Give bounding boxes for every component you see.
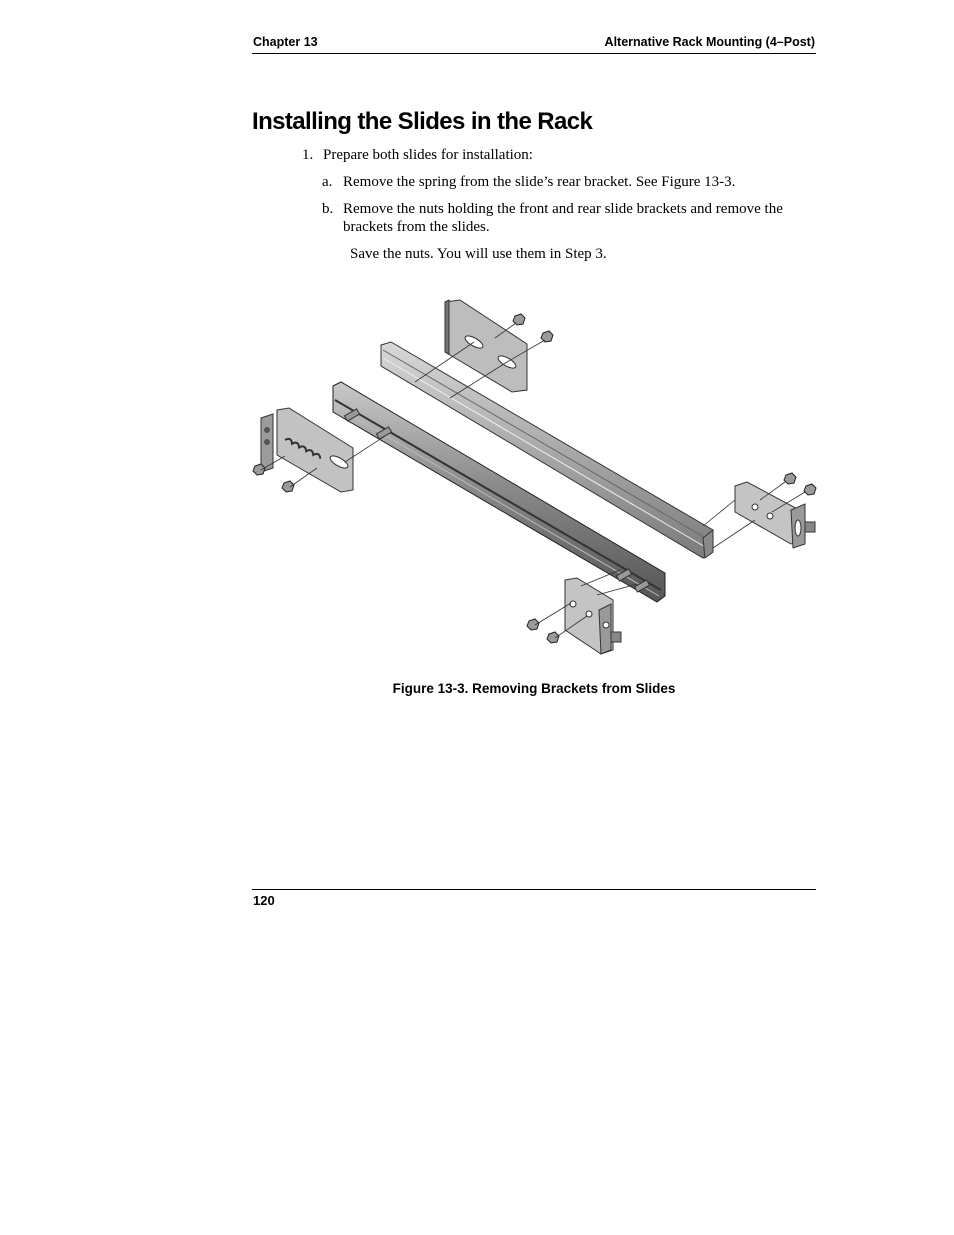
- page-footer: [252, 889, 816, 908]
- substep-b-text: Remove the nuts holding the front and rear slide brackets and remove the brackets from the slides.: [343, 201, 783, 235]
- slide-brackets-illustration: [245, 290, 835, 665]
- nut: [784, 473, 796, 484]
- step-1-number: 1.: [302, 147, 314, 163]
- right-rear-bracket: [735, 482, 815, 548]
- nut: [541, 331, 553, 342]
- running-header: [252, 33, 816, 54]
- nut: [282, 481, 294, 492]
- page-title: Installing the Slides in the Rack: [252, 108, 593, 135]
- lower-front-bracket: [565, 578, 621, 654]
- substep-a-text: Remove the spring from the slide’s rear bracket. See Figure 13-3.: [343, 174, 736, 190]
- chapter-label: Chapter 13: [253, 35, 318, 49]
- nut: [547, 632, 559, 643]
- nut: [513, 314, 525, 325]
- nut: [253, 464, 265, 475]
- nut: [527, 619, 539, 630]
- substep-b: [322, 200, 812, 236]
- figure-caption: Figure 13-3. Removing Brackets from Slides: [392, 681, 676, 696]
- substep-a-letter: a.: [322, 174, 333, 190]
- nut: [804, 484, 816, 495]
- step-1-text: Prepare both slides for installation:: [323, 147, 533, 163]
- front-bracket-with-spring: [261, 408, 353, 492]
- section-label: Alternative Rack Mounting (4–Post): [604, 35, 815, 49]
- substep-a: [322, 173, 812, 191]
- note-text: Save the nuts. You will use them in Step 3.: [350, 246, 607, 262]
- page-number: 120: [253, 893, 275, 908]
- step-1: [302, 146, 533, 164]
- upper-rear-bracket: [445, 300, 527, 392]
- substep-b-letter: b.: [322, 201, 334, 217]
